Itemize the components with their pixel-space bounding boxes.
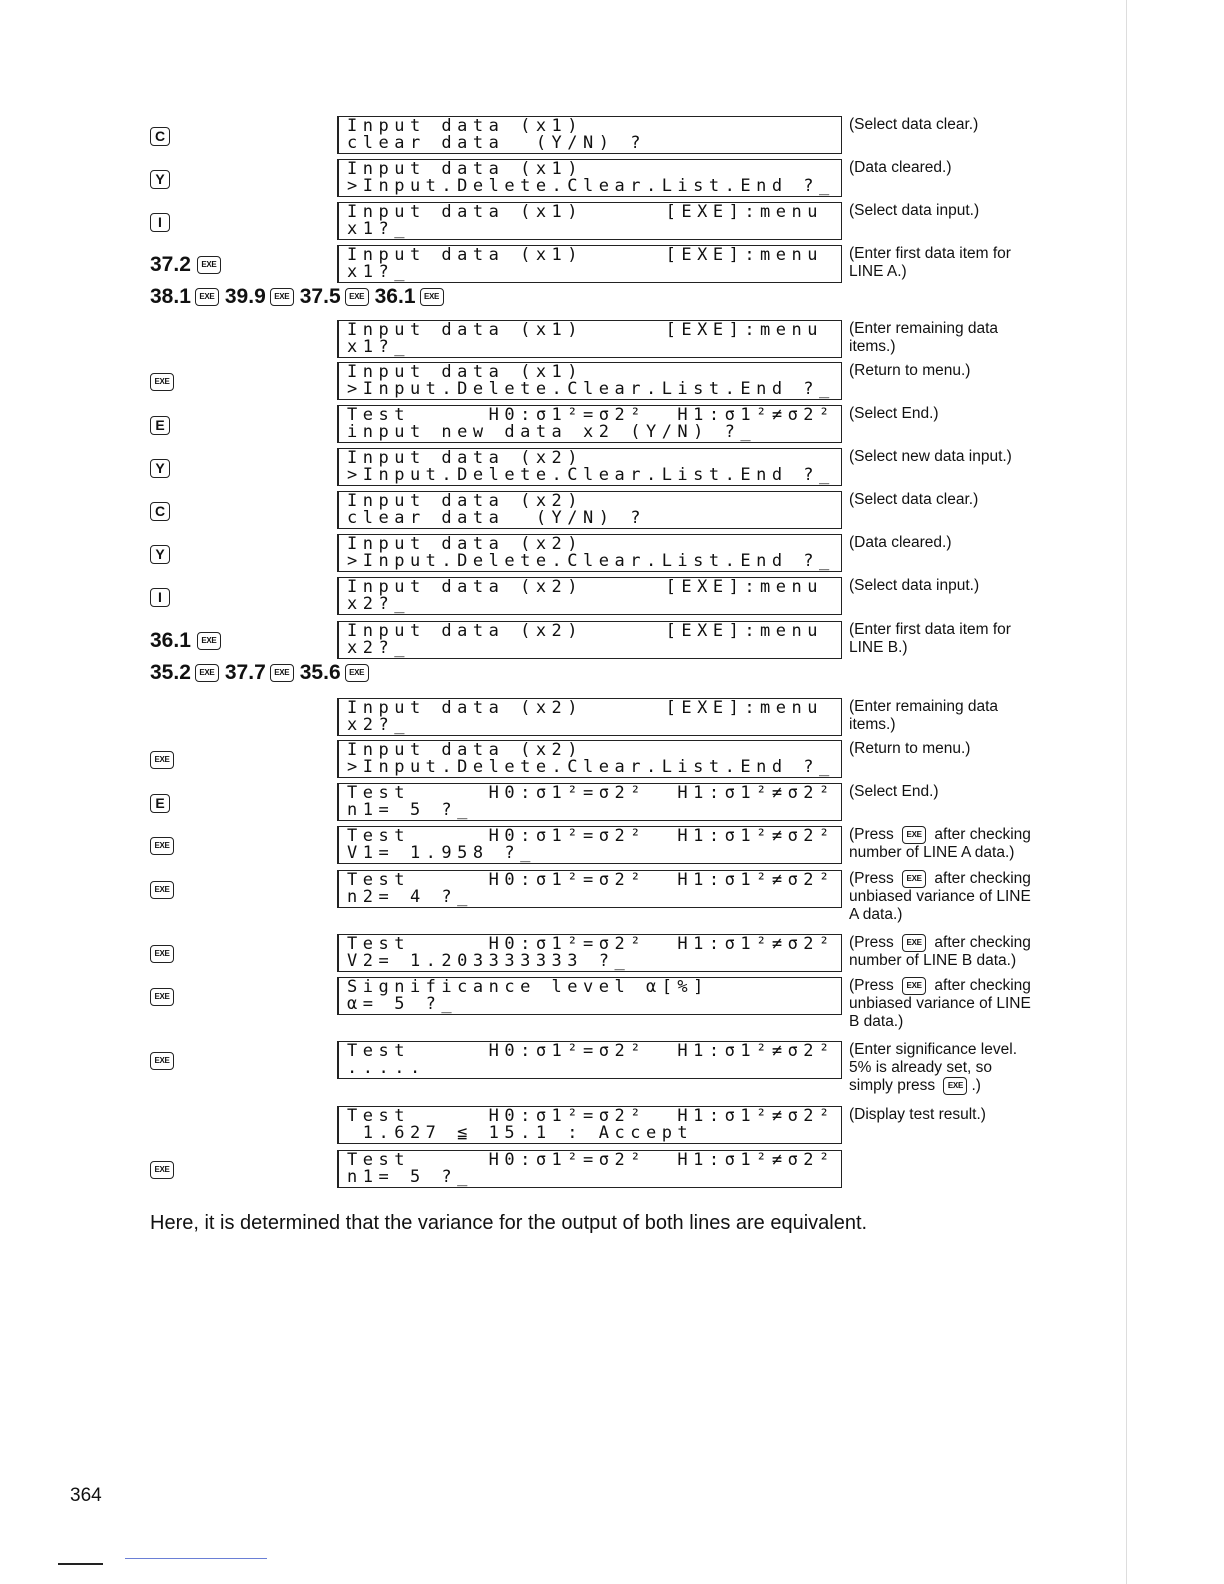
step-keys — [150, 159, 170, 199]
display-line-2: >Input.Delete.Clear.List.End ?_ — [347, 176, 835, 196]
display-line-2: clear data (Y/N) ? — [347, 133, 646, 153]
calculator-display — [337, 934, 842, 972]
display-line-1: Input data (x2) — [347, 534, 584, 554]
step-note: (Data cleared.) — [849, 534, 952, 551]
display-line-2: >Input.Delete.Clear.List.End ?_ — [347, 379, 835, 399]
calculator-display — [337, 245, 842, 283]
step-keys — [150, 405, 170, 445]
exe-key: EXE — [150, 881, 174, 899]
calculator-display — [337, 698, 842, 736]
step-note: (Enter significance level. 5% is already set, so simply press EXE .) — [849, 1041, 1017, 1095]
step-note: (Return to menu.) — [849, 740, 971, 757]
step-note: (Enter remaining data items.) — [849, 320, 999, 355]
step-note: (Select data input.) — [849, 577, 980, 594]
step-note: (Return to menu.) — [849, 362, 971, 379]
y-key: Y — [150, 170, 170, 189]
footer-link-rule — [125, 1558, 267, 1559]
step-note: (Press EXE after checking unbiased variance of LINE A data.) — [849, 870, 1031, 924]
display-menu-hint: [EXE]:menu — [665, 202, 823, 222]
key-sequence — [150, 661, 375, 685]
calculator-display — [337, 577, 842, 615]
step-note: (Enter remaining data items.) — [849, 698, 999, 733]
e-key: E — [150, 794, 170, 813]
exe-key: EXE — [195, 288, 219, 306]
display-line-2: x1?_ — [347, 219, 410, 239]
exe-key: EXE — [150, 945, 174, 963]
display-line-2: input new data x2 (Y/N) ?_ — [347, 422, 757, 442]
display-line-2: x2?_ — [347, 638, 410, 658]
calculator-display — [337, 534, 842, 572]
exe-key: EXE — [902, 826, 926, 844]
display-line-1: Significance level α[%] — [347, 977, 709, 997]
display-line-1: Input data (x2) — [347, 577, 584, 597]
display-line-2: n1= 5 ?_ — [347, 800, 473, 820]
display-line-1: Input data (x2) — [347, 740, 584, 760]
calculator-display — [337, 621, 842, 659]
calculator-display — [337, 1150, 842, 1188]
step-keys — [150, 534, 170, 574]
step-keys — [150, 202, 170, 242]
display-line-2: x2?_ — [347, 715, 410, 735]
margin-rule — [1126, 0, 1127, 1584]
step-note: (Display test result.) — [849, 1106, 986, 1123]
display-line-2: α= 5 ?_ — [347, 994, 458, 1014]
y-key: Y — [150, 459, 170, 478]
exe-key: EXE — [270, 288, 294, 306]
sequence-value: 35.6 — [299, 661, 341, 684]
display-line-1: Input data (x2) — [347, 698, 584, 718]
display-line-2: n2= 4 ?_ — [347, 887, 473, 907]
step-keys — [150, 1041, 174, 1081]
exe-key: EXE — [420, 288, 444, 306]
calculator-display — [337, 159, 842, 197]
display-line-2: clear data (Y/N) ? — [347, 508, 646, 528]
sequence-value: 35.2 — [150, 661, 191, 684]
step-note: (Data cleared.) — [849, 159, 952, 176]
conclusion-text: Here, it is determined that the variance for the output of both lines are equivalent. — [150, 1212, 868, 1234]
exe-key: EXE — [150, 751, 174, 769]
display-line-1: Input data (x1) — [347, 159, 584, 179]
display-line-2: V1= 1.958 ?_ — [347, 843, 536, 863]
display-menu-hint: [EXE]:menu — [665, 577, 823, 597]
calculator-display — [337, 826, 842, 864]
step-note: (Enter first data item for LINE A.) — [849, 245, 1011, 280]
step-keys — [150, 448, 170, 488]
step-note: (Enter first data item for LINE B.) — [849, 621, 1011, 656]
display-line-2: x1?_ — [347, 262, 410, 282]
display-line-1: Input data (x1) — [347, 320, 584, 340]
display-line-1: Test H0:σ1²=σ2² H1:σ1²≠σ2² — [347, 405, 835, 425]
exe-key: EXE — [902, 934, 926, 952]
step-value: 37.2 — [150, 253, 191, 276]
step-note: (Select End.) — [849, 783, 939, 800]
key-sequence — [150, 285, 450, 309]
step-note: (Select new data input.) — [849, 448, 1012, 465]
display-menu-hint: [EXE]:menu — [665, 245, 823, 265]
calculator-display — [337, 362, 842, 400]
display-line-1: Input data (x2) — [347, 448, 584, 468]
display-line-1: Input data (x2) — [347, 491, 584, 511]
exe-key: EXE — [197, 632, 221, 650]
calculator-display — [337, 870, 842, 908]
step-keys — [150, 740, 174, 780]
step-note: (Press EXE after checking number of LINE B data.) — [849, 934, 1031, 970]
step-keys — [150, 934, 174, 974]
i-key: I — [150, 213, 170, 232]
sequence-value: 37.7 — [224, 661, 266, 684]
step-value: 36.1 — [150, 629, 191, 652]
calculator-display — [337, 740, 842, 778]
step-note: (Select data clear.) — [849, 491, 979, 508]
display-line-1: Test H0:σ1²=σ2² H1:σ1²≠σ2² — [347, 783, 835, 803]
step-keys — [150, 977, 174, 1017]
display-line-2: >Input.Delete.Clear.List.End ?_ — [347, 757, 835, 777]
exe-key: EXE — [902, 977, 926, 995]
display-line-1: Input data (x1) — [347, 362, 584, 382]
calculator-display — [337, 448, 842, 486]
i-key: I — [150, 588, 170, 607]
calculator-display — [337, 116, 842, 154]
exe-key: EXE — [150, 1161, 174, 1179]
display-menu-hint: [EXE]:menu — [665, 621, 823, 641]
display-line-1: Input data (x2) — [347, 621, 584, 641]
sequence-value: 36.1 — [374, 285, 416, 308]
display-line-1: Test H0:σ1²=σ2² H1:σ1²≠σ2² — [347, 1150, 835, 1170]
exe-key: EXE — [943, 1077, 967, 1095]
display-line-1: Test H0:σ1²=σ2² H1:σ1²≠σ2² — [347, 870, 835, 890]
display-line-2: x1?_ — [347, 337, 410, 357]
step-keys — [150, 362, 174, 402]
display-line-2: n1= 5 ?_ — [347, 1167, 473, 1187]
step-keys — [150, 577, 170, 617]
sequence-value: 38.1 — [150, 285, 191, 308]
exe-key: EXE — [902, 870, 926, 888]
e-key: E — [150, 416, 170, 435]
display-line-2: 1.627 ≦ 15.1 : Accept — [347, 1123, 694, 1143]
display-line-1: Test H0:σ1²=σ2² H1:σ1²≠σ2² — [347, 934, 835, 954]
calculator-display — [337, 1041, 842, 1079]
step-keys — [150, 1150, 174, 1190]
step-note: (Press EXE after checking unbiased variance of LINE B data.) — [849, 977, 1031, 1031]
step-note: (Select data clear.) — [849, 116, 979, 133]
sequence-value: 37.5 — [299, 285, 341, 308]
exe-key: EXE — [345, 288, 369, 306]
step-keys — [150, 870, 174, 910]
display-menu-hint: [EXE]:menu — [665, 320, 823, 340]
display-line-1: Input data (x1) — [347, 245, 584, 265]
display-line-1: Input data (x1) — [347, 116, 584, 136]
step-keys — [150, 245, 221, 285]
exe-key: EXE — [150, 373, 174, 391]
c-key: C — [150, 502, 170, 521]
display-line-2: >Input.Delete.Clear.List.End ?_ — [347, 465, 835, 485]
calculator-display — [337, 320, 842, 358]
step-note: (Select data input.) — [849, 202, 980, 219]
step-keys — [150, 116, 170, 156]
calculator-display — [337, 1106, 842, 1144]
exe-key: EXE — [195, 664, 219, 682]
y-key: Y — [150, 545, 170, 564]
exe-key: EXE — [197, 256, 221, 274]
exe-key: EXE — [150, 1052, 174, 1070]
step-keys — [150, 621, 221, 661]
sequence-value: 39.9 — [224, 285, 266, 308]
display-line-1: Input data (x1) — [347, 202, 584, 222]
display-line-1: Test H0:σ1²=σ2² H1:σ1²≠σ2² — [347, 826, 835, 846]
exe-key: EXE — [150, 988, 174, 1006]
step-keys — [150, 826, 174, 866]
calculator-display — [337, 202, 842, 240]
c-key: C — [150, 127, 170, 146]
display-line-1: Test H0:σ1²=σ2² H1:σ1²≠σ2² — [347, 1106, 835, 1126]
calculator-display — [337, 405, 842, 443]
display-line-1: Test H0:σ1²=σ2² H1:σ1²≠σ2² — [347, 1041, 835, 1061]
display-menu-hint: [EXE]:menu — [665, 698, 823, 718]
calculator-display — [337, 491, 842, 529]
display-line-2: ..... — [347, 1058, 426, 1078]
exe-key: EXE — [270, 664, 294, 682]
page-number: 364 — [70, 1485, 102, 1506]
display-line-2: >Input.Delete.Clear.List.End ?_ — [347, 551, 835, 571]
step-note: (Select End.) — [849, 405, 939, 422]
display-line-2: V2= 1.203333333 ?_ — [347, 951, 631, 971]
exe-key: EXE — [345, 664, 369, 682]
calculator-display — [337, 783, 842, 821]
step-note: (Press EXE after checking number of LINE A data.) — [849, 826, 1031, 862]
display-line-2: x2?_ — [347, 594, 410, 614]
footer-rule — [58, 1563, 103, 1565]
calculator-display — [337, 977, 842, 1015]
step-keys — [150, 491, 170, 531]
step-keys — [150, 783, 170, 823]
exe-key: EXE — [150, 837, 174, 855]
